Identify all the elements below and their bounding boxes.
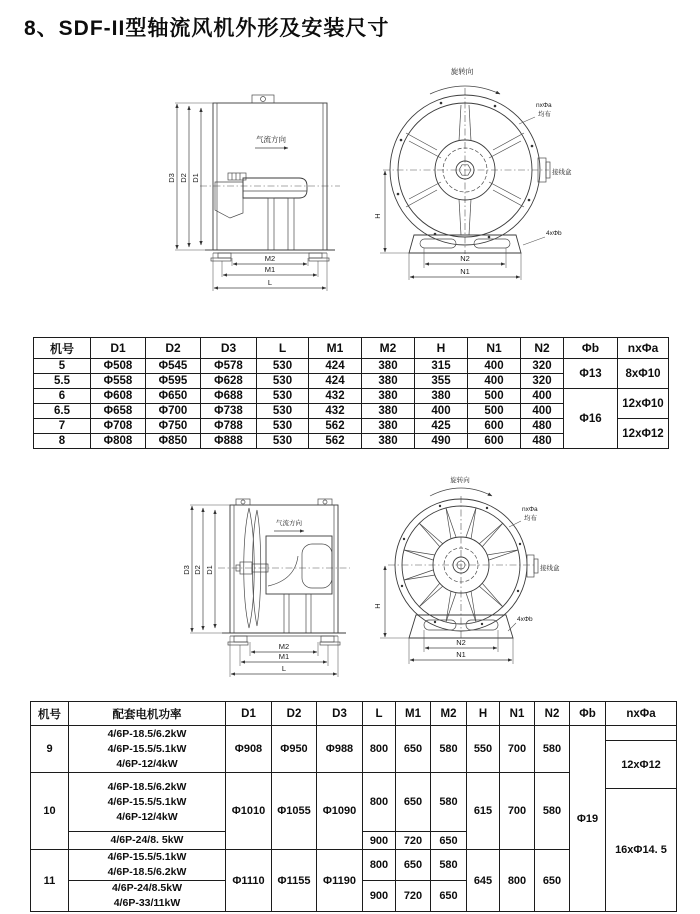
- t1-header-h: H: [415, 338, 468, 359]
- cell: Φ808: [91, 434, 146, 449]
- dim-d3-label: D3: [182, 565, 191, 575]
- power-line: 4/6P-15.5/5.1kW: [107, 851, 187, 863]
- airflow-label: 气流方向: [256, 135, 286, 144]
- table-row: [34, 389, 669, 404]
- junction-box-label: 接线盒: [540, 565, 560, 572]
- nxphi-value: 12xΦ12: [606, 741, 676, 789]
- t1-header-n1: N1: [468, 338, 521, 359]
- cell: Φ658: [91, 404, 146, 419]
- cell: 645: [467, 850, 500, 912]
- dim-n2-label: N2: [456, 638, 466, 647]
- cell: 7: [34, 419, 91, 434]
- cell-model: 10: [31, 773, 69, 850]
- cell: 400: [468, 374, 521, 389]
- dim-m2-label: M2: [264, 254, 276, 263]
- cell: 500: [468, 389, 521, 404]
- cell: Φ700: [146, 404, 201, 419]
- cell: 600: [468, 434, 521, 449]
- cell: Φ950: [272, 726, 317, 773]
- rotation-label: 旋转向: [450, 67, 474, 76]
- cell: 800: [363, 850, 396, 881]
- cell: 400: [521, 389, 564, 404]
- power-line: 4/6P-24/8.5kW: [111, 882, 183, 894]
- cell: Φ1010: [226, 773, 272, 850]
- cell-phi-b: Φ16: [564, 389, 618, 449]
- foot-holes-label: 4xΦb: [546, 230, 562, 237]
- cell-phi-b: Φ13: [564, 359, 618, 389]
- rotation-arrow: [430, 488, 492, 496]
- dim-n1-label: N1: [460, 267, 470, 276]
- cell: 432: [309, 389, 362, 404]
- t1-header-phi-b: Φb: [564, 338, 618, 359]
- t2-header-model: 机号: [31, 702, 69, 726]
- nxphi-empty-cell: [606, 726, 676, 741]
- table-header-row: [31, 702, 677, 726]
- cell: Φ1090: [317, 773, 363, 850]
- dim-d1-label: D1: [191, 173, 200, 183]
- cell: 580: [431, 773, 467, 832]
- t1-header-l: L: [257, 338, 309, 359]
- cell: 562: [309, 419, 362, 434]
- cell: 650: [396, 773, 431, 832]
- cell: 432: [309, 404, 362, 419]
- cell: 425: [415, 419, 468, 434]
- cell: 320: [521, 359, 564, 374]
- cell: 530: [257, 434, 309, 449]
- cell-motor-power: [69, 850, 226, 881]
- dim-d2-label: D2: [179, 173, 188, 183]
- fan-drawing-top: [0, 58, 700, 336]
- dimension-table-small-models: [33, 337, 669, 449]
- cell: 720: [396, 881, 431, 912]
- foot-holes-label: 4xΦb: [517, 616, 533, 623]
- dim-l-label: L: [281, 664, 287, 673]
- cell: Φ595: [146, 374, 201, 389]
- t2-header-phi-b: Φb: [570, 702, 606, 726]
- power-line: 4/6P-15.5/5.1kW: [107, 742, 187, 755]
- cell: 6: [34, 389, 91, 404]
- t1-header-d1: D1: [91, 338, 146, 359]
- cell-nxphi-a: 12xΦ10: [618, 389, 669, 419]
- fan-side-view-bottom: [182, 499, 350, 677]
- dim-h-label: H: [373, 603, 382, 609]
- cell: Φ1055: [272, 773, 317, 850]
- cell: 380: [362, 404, 415, 419]
- cell: Φ708: [91, 419, 146, 434]
- t1-header-n2: N2: [521, 338, 564, 359]
- dim-n2-label: N2: [460, 254, 470, 263]
- t2-header-n2: N2: [535, 702, 570, 726]
- cell: Φ1110: [226, 850, 272, 912]
- cell: 400: [468, 359, 521, 374]
- power-line: 4/6P-18.5/6.2kW: [107, 866, 187, 878]
- cell: Φ988: [317, 726, 363, 773]
- cell: Φ688: [201, 389, 257, 404]
- diameter-dims: [182, 505, 230, 633]
- cell: 480: [521, 419, 564, 434]
- t2-header-d2: D2: [272, 702, 317, 726]
- cell-model: 9: [31, 726, 69, 773]
- power-line: 4/6P-12/4kW: [116, 757, 178, 770]
- dim-m1-label: M1: [278, 652, 290, 661]
- cell: Φ608: [91, 389, 146, 404]
- cell: Φ650: [146, 389, 201, 404]
- cell: 650: [535, 850, 570, 912]
- cell: 615: [467, 773, 500, 850]
- cell: Φ788: [201, 419, 257, 434]
- cell: 550: [467, 726, 500, 773]
- cell: Φ738: [201, 404, 257, 419]
- cell: Φ508: [91, 359, 146, 374]
- bottom-dims: [213, 253, 327, 291]
- cell-motor-power: [69, 832, 226, 850]
- cell: 900: [363, 881, 396, 912]
- cell: 320: [521, 374, 564, 389]
- t2-header-nxphi-a: nxΦa: [606, 702, 677, 726]
- cell: 530: [257, 389, 309, 404]
- cell: 5: [34, 359, 91, 374]
- cell-nxphi-a: [606, 726, 677, 912]
- power-line: 4/6P-24/8. 5kW: [110, 834, 184, 846]
- dim-n1-label: N1: [456, 650, 466, 659]
- junction-box: [527, 555, 538, 577]
- t1-header-m1: M1: [309, 338, 362, 359]
- cell: Φ1190: [317, 850, 363, 912]
- cell: 400: [521, 404, 564, 419]
- cell: Φ578: [201, 359, 257, 374]
- t1-header-d2: D2: [146, 338, 201, 359]
- t2-header-d3: D3: [317, 702, 363, 726]
- dim-m2-label: M2: [278, 642, 290, 651]
- power-line: 4/6P-33/11kW: [113, 897, 181, 909]
- cell: 530: [257, 374, 309, 389]
- cell-model: 11: [31, 850, 69, 912]
- cell: 580: [535, 773, 570, 850]
- dim-d3-label: D3: [167, 173, 176, 183]
- nxphi-value: 16xΦ14. 5: [615, 844, 667, 856]
- cell: 800: [363, 726, 396, 773]
- cell: 480: [521, 434, 564, 449]
- cell: 530: [257, 419, 309, 434]
- t2-header-m1: M1: [396, 702, 431, 726]
- fan-front-view-top: [373, 66, 572, 280]
- dim-d1-label: D1: [205, 565, 214, 575]
- cell: Φ750: [146, 419, 201, 434]
- cell: Φ1155: [272, 850, 317, 912]
- power-line: 4/6P-18.5/6.2kW: [107, 727, 187, 740]
- cell: 720: [396, 832, 431, 850]
- cell: 400: [415, 404, 468, 419]
- t1-header-model: 机号: [34, 338, 91, 359]
- holes-label-2: 均布: [524, 515, 537, 522]
- fan-drawing-bottom: [0, 468, 700, 700]
- dim-l-label: L: [267, 278, 273, 287]
- cell: 650: [431, 881, 467, 912]
- dimension-table-large-models: [30, 701, 677, 912]
- table-header-row: [34, 338, 669, 359]
- table-row: [31, 726, 677, 773]
- cell: 380: [362, 389, 415, 404]
- cell: Φ850: [146, 434, 201, 449]
- holes-label: nxΦa: [522, 506, 538, 513]
- motor-assembly: [266, 536, 332, 633]
- cell: 800: [500, 850, 535, 912]
- cell: 530: [257, 404, 309, 419]
- holes-label-2: 均布: [538, 111, 551, 118]
- motor-assembly: [215, 173, 307, 250]
- holes-label: nxΦa: [536, 102, 552, 109]
- cell: 380: [415, 389, 468, 404]
- cell-nxphi-a: 8xΦ10: [618, 359, 669, 389]
- t2-header-l: L: [363, 702, 396, 726]
- cell: Φ888: [201, 434, 257, 449]
- cell: 600: [468, 419, 521, 434]
- t2-header-motor-power: 配套电机功率: [69, 702, 226, 726]
- cell-motor-power: [69, 881, 226, 912]
- cell: 355: [415, 374, 468, 389]
- cell: 6.5: [34, 404, 91, 419]
- cell-motor-power: [69, 726, 226, 773]
- dim-h-label: H: [373, 213, 382, 219]
- cell: Φ628: [201, 374, 257, 389]
- cell: 8: [34, 434, 91, 449]
- cell: 580: [431, 850, 467, 881]
- cell-nxphi-a: 12xΦ12: [618, 419, 669, 449]
- cell: 700: [500, 726, 535, 773]
- cell-motor-power: [69, 773, 226, 832]
- page-title: 8、SDF-II型轴流风机外形及安装尺寸: [24, 17, 390, 40]
- table-row: [34, 359, 669, 374]
- cell: 380: [362, 419, 415, 434]
- t1-header-m2: M2: [362, 338, 415, 359]
- cell: 900: [363, 832, 396, 850]
- cell: 380: [362, 359, 415, 374]
- t1-header-d3: D3: [201, 338, 257, 359]
- cell: 380: [362, 434, 415, 449]
- t2-header-n1: N1: [500, 702, 535, 726]
- cell: 380: [362, 374, 415, 389]
- cell-phi-b: Φ19: [570, 726, 606, 912]
- cell: Φ558: [91, 374, 146, 389]
- cell: 424: [309, 374, 362, 389]
- cell: 800: [363, 773, 396, 832]
- fan-front-view-bottom: [373, 475, 560, 664]
- fan-side-view-top: [167, 95, 340, 291]
- airflow-label: 气流方向: [276, 520, 302, 527]
- diameter-dims: [167, 103, 213, 250]
- power-line: 4/6P-15.5/5.1kW: [107, 795, 187, 808]
- power-line: 4/6P-12/4kW: [116, 810, 178, 823]
- cell: Φ545: [146, 359, 201, 374]
- cell: 5.5: [34, 374, 91, 389]
- dim-d2-label: D2: [193, 565, 202, 575]
- t2-header-h: H: [467, 702, 500, 726]
- dim-m1-label: M1: [264, 265, 276, 274]
- t1-header-nxphi-a: nxΦa: [618, 338, 669, 359]
- cell: 580: [535, 726, 570, 773]
- junction-box-label: 接线盒: [552, 169, 572, 176]
- cell: 650: [431, 832, 467, 850]
- cell: 562: [309, 434, 362, 449]
- cell: 580: [431, 726, 467, 773]
- cell: 650: [396, 726, 431, 773]
- cell: 490: [415, 434, 468, 449]
- cell: Φ908: [226, 726, 272, 773]
- power-line: 4/6P-18.5/6.2kW: [107, 780, 187, 793]
- rotation-label: 旋转向: [450, 477, 470, 484]
- cell: 530: [257, 359, 309, 374]
- cell: 650: [396, 850, 431, 881]
- t2-header-d1: D1: [226, 702, 272, 726]
- t2-header-m2: M2: [431, 702, 467, 726]
- cell: 315: [415, 359, 468, 374]
- cell: 500: [468, 404, 521, 419]
- cell: 700: [500, 773, 535, 850]
- cell: 424: [309, 359, 362, 374]
